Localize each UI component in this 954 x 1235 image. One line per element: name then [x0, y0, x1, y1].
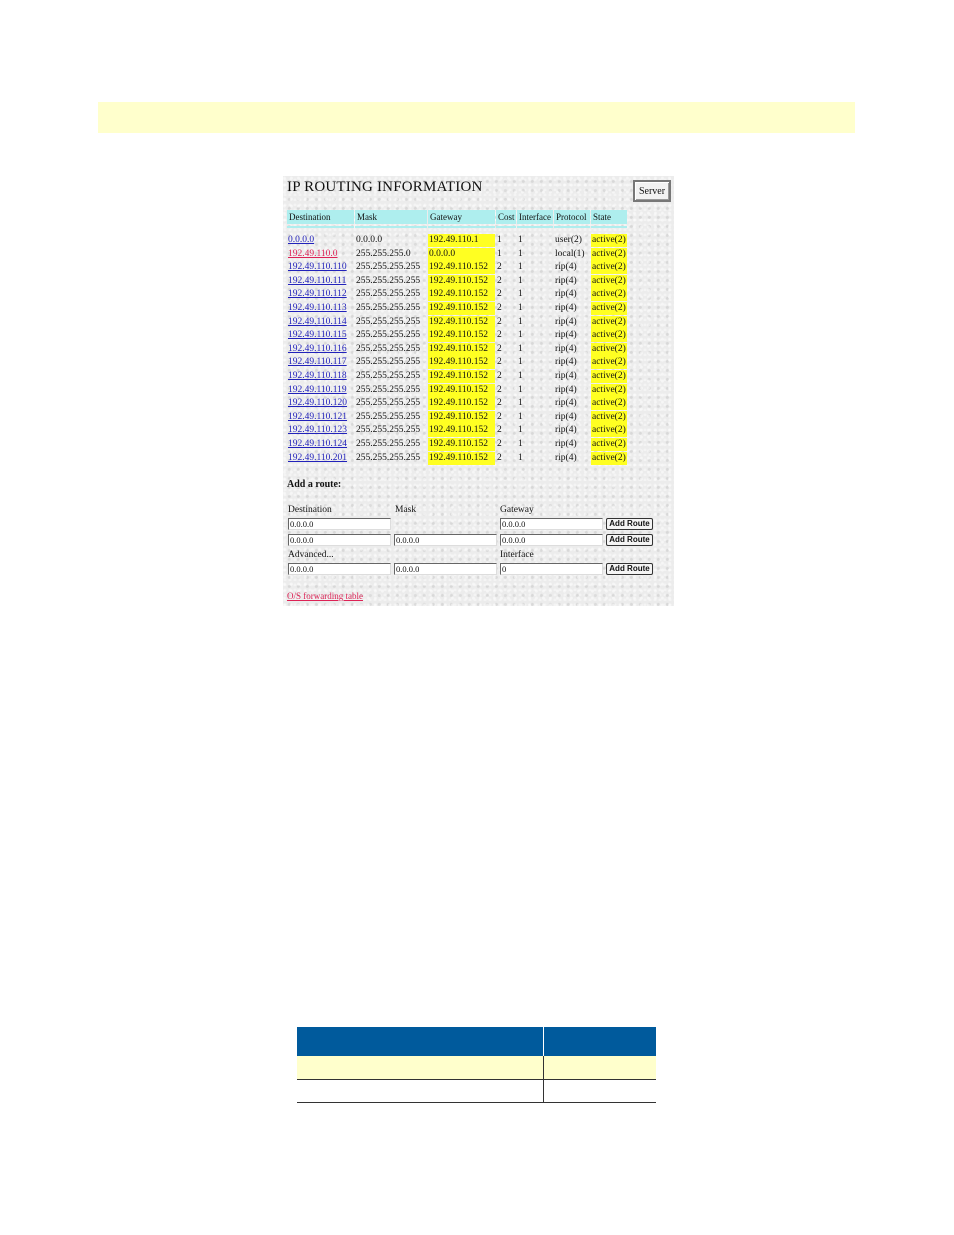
- route-protocol: rip(4): [555, 452, 577, 463]
- route-destination-link[interactable]: 192.49.110.121: [288, 411, 348, 422]
- route-protocol: rip(4): [555, 303, 577, 313]
- gateway-label: Gateway: [500, 505, 534, 515]
- route-interface: 1: [518, 316, 523, 327]
- route-cost: 1: [497, 235, 502, 245]
- route-state: active(2): [592, 303, 626, 313]
- add-route-button-1[interactable]: Add Route: [606, 518, 653, 530]
- route-destination-link[interactable]: 192.49.110.111: [288, 275, 347, 286]
- route-interface: 1: [518, 343, 523, 354]
- route-cost: 2: [497, 371, 502, 381]
- table-cell: [297, 1080, 544, 1102]
- route-protocol: rip(4): [555, 398, 577, 409]
- route-protocol: rip(4): [555, 371, 577, 381]
- route-destination-link[interactable]: 192.49.110.0: [288, 248, 338, 259]
- route-mask: 255.255.255.255: [356, 398, 421, 409]
- route-protocol: rip(4): [555, 343, 577, 354]
- route-mask: 255.255.255.0: [356, 248, 411, 259]
- destination-input-1[interactable]: [288, 518, 391, 530]
- add-route-button-2[interactable]: Add Route: [606, 534, 653, 546]
- route-interface: 1: [518, 384, 523, 395]
- route-protocol: rip(4): [555, 384, 577, 395]
- route-gateway: 192.49.110.152: [428, 397, 495, 410]
- route-cost: 2: [497, 262, 502, 273]
- route-state: active(2): [592, 330, 626, 341]
- gateway-input-1[interactable]: [500, 518, 603, 530]
- route-destination-link[interactable]: 192.49.110.117: [288, 357, 347, 368]
- column-header-cost: Cost: [498, 212, 515, 222]
- column-header-destination: Destination: [287, 210, 354, 224]
- route-cost: 2: [497, 425, 502, 436]
- table-header-cell: [544, 1027, 656, 1056]
- route-interface: 1: [518, 289, 523, 300]
- route-mask: 255.255.255.255: [356, 452, 421, 463]
- route-gateway: 192.49.110.152: [428, 329, 495, 342]
- add-route-heading: Add a route:: [287, 479, 342, 490]
- route-state: active(2): [592, 411, 626, 422]
- route-mask: 255.255.255.255: [356, 275, 421, 286]
- column-header-state: State: [591, 210, 627, 224]
- route-state: active(2): [592, 248, 626, 259]
- route-destination-link[interactable]: 192.49.110.119: [288, 384, 347, 395]
- route-gateway: 192.49.110.152: [428, 316, 495, 329]
- advanced-label: Advanced...: [288, 550, 334, 560]
- route-state: active(2): [592, 398, 626, 409]
- route-gateway: 192.49.110.152: [428, 356, 495, 369]
- mask-input-3[interactable]: [394, 563, 497, 575]
- table-cell: [544, 1080, 656, 1102]
- route-mask: 255.255.255.255: [356, 343, 421, 354]
- route-destination-link[interactable]: 192.49.110.114: [288, 316, 347, 327]
- route-protocol: rip(4): [555, 439, 577, 449]
- route-gateway: 192.49.110.152: [428, 302, 495, 315]
- route-mask: 255.255.255.255: [356, 289, 421, 300]
- route-protocol: rip(4): [555, 289, 577, 300]
- column-header-rule: [287, 226, 354, 228]
- route-mask: 255.255.255.255: [356, 330, 421, 341]
- route-gateway: 192.49.110.152: [428, 452, 495, 465]
- table-cell: [544, 1056, 656, 1079]
- route-interface: 1: [518, 262, 523, 273]
- route-gateway: 192.49.110.1: [428, 234, 495, 247]
- route-interface: 1: [518, 303, 523, 313]
- route-cost: 2: [497, 316, 502, 327]
- route-destination-link[interactable]: 192.49.110.120: [288, 398, 348, 409]
- route-state: active(2): [592, 289, 626, 300]
- route-mask: 255.255.255.255: [356, 425, 421, 436]
- route-mask: 255.255.255.255: [356, 357, 421, 368]
- route-destination-link[interactable]: 0.0.0.0: [288, 235, 315, 245]
- route-cost: 1: [497, 248, 502, 259]
- route-interface: 1: [518, 411, 523, 422]
- route-gateway: 192.49.110.152: [428, 288, 495, 301]
- add-route-button-3[interactable]: Add Route: [606, 563, 653, 575]
- route-mask: 255.255.255.255: [356, 303, 421, 313]
- route-cost: 2: [497, 275, 502, 286]
- route-interface: 1: [518, 235, 523, 245]
- route-mask: 255.255.255.255: [356, 262, 421, 273]
- route-state: active(2): [592, 275, 626, 286]
- route-mask: 0.0.0.0: [356, 235, 383, 245]
- route-mask: 255.255.255.255: [356, 411, 421, 422]
- route-gateway: 192.49.110.152: [428, 384, 495, 397]
- route-interface: 1: [518, 248, 523, 259]
- column-header-rule: [554, 226, 590, 228]
- route-protocol: local(1): [555, 248, 585, 259]
- gateway-input-2[interactable]: [500, 534, 603, 546]
- route-cost: 2: [497, 343, 502, 354]
- server-button[interactable]: Server: [633, 180, 671, 202]
- route-cost: 2: [497, 357, 502, 368]
- route-gateway: 192.49.110.152: [428, 343, 495, 356]
- route-state: active(2): [592, 235, 626, 245]
- route-protocol: rip(4): [555, 330, 577, 341]
- column-header-rule: [496, 226, 516, 228]
- route-protocol: rip(4): [555, 425, 577, 436]
- route-state: active(2): [592, 357, 626, 368]
- route-cost: 2: [497, 330, 502, 341]
- route-state: active(2): [592, 371, 626, 381]
- route-destination-link[interactable]: 192.49.110.124: [288, 439, 348, 449]
- route-state: active(2): [592, 425, 626, 436]
- page-title: IP ROUTING INFORMATION: [287, 179, 483, 195]
- column-header-rule: [355, 226, 427, 228]
- column-header-rule: [428, 226, 495, 228]
- page-banner: [98, 102, 855, 133]
- route-destination-link[interactable]: 192.49.110.112: [288, 289, 347, 300]
- route-state: active(2): [592, 343, 626, 354]
- column-header-mask: Mask: [355, 210, 427, 224]
- route-protocol: rip(4): [555, 357, 577, 368]
- route-interface: 1: [518, 439, 523, 449]
- route-cost: 2: [497, 452, 502, 463]
- route-protocol: rip(4): [555, 411, 577, 422]
- route-destination-link[interactable]: 192.49.110.110: [288, 262, 347, 273]
- route-gateway: 192.49.110.152: [428, 275, 495, 288]
- table-row: [297, 1080, 656, 1103]
- route-interface: 1: [518, 452, 523, 463]
- route-gateway: 192.49.110.152: [428, 411, 495, 424]
- destination-input-3[interactable]: [288, 563, 391, 575]
- route-cost: 2: [497, 411, 502, 422]
- route-protocol: rip(4): [555, 275, 577, 286]
- route-state: active(2): [592, 439, 626, 449]
- route-cost: 2: [497, 289, 502, 300]
- route-interface: 1: [518, 371, 523, 381]
- route-interface: 1: [518, 398, 523, 409]
- table-cell: [297, 1056, 544, 1079]
- route-destination-link[interactable]: 192.49.110.116: [288, 343, 347, 354]
- route-interface: 1: [518, 425, 523, 436]
- os-forwarding-table-link[interactable]: O/S forwarding table: [287, 591, 363, 601]
- table-row: [297, 1056, 656, 1080]
- route-protocol: user(2): [555, 235, 582, 245]
- route-cost: 2: [497, 439, 502, 449]
- route-gateway: 192.49.110.152: [428, 370, 495, 383]
- route-state: active(2): [592, 452, 626, 463]
- route-cost: 2: [497, 303, 502, 313]
- mask-input-2[interactable]: [394, 534, 497, 546]
- route-gateway: 192.49.110.152: [428, 424, 495, 437]
- column-header-gateway: Gateway: [428, 210, 495, 224]
- route-mask: 255.255.255.255: [356, 439, 421, 449]
- interface-label: Interface: [500, 550, 534, 560]
- route-destination-link[interactable]: 192.49.110.115: [288, 330, 347, 341]
- route-destination-link[interactable]: 192.49.110.201: [288, 452, 348, 463]
- route-cost: 2: [497, 398, 502, 409]
- column-header-rule: [517, 226, 553, 228]
- route-gateway: 192.49.110.152: [428, 261, 495, 274]
- route-state: active(2): [592, 262, 626, 273]
- route-mask: 255.255.255.255: [356, 371, 421, 381]
- table-header-cell: [297, 1027, 544, 1056]
- route-mask: 255.255.255.255: [356, 316, 421, 327]
- route-cost: 2: [497, 384, 502, 395]
- destination-input-2[interactable]: [288, 534, 391, 546]
- route-gateway: 0.0.0.0: [428, 248, 495, 261]
- route-destination-link[interactable]: 192.49.110.123: [288, 425, 348, 436]
- destination-label: Destination: [288, 505, 332, 515]
- route-interface: 1: [518, 275, 523, 286]
- route-gateway: 192.49.110.152: [428, 438, 495, 451]
- route-state: active(2): [592, 316, 626, 327]
- route-mask: 255.255.255.255: [356, 384, 421, 395]
- route-interface: 1: [518, 357, 523, 368]
- column-header-rule: [591, 226, 627, 228]
- route-state: active(2): [592, 384, 626, 395]
- routing-screenshot: [283, 176, 674, 606]
- interface-input-3[interactable]: [500, 563, 603, 575]
- route-interface: 1: [518, 330, 523, 341]
- route-protocol: rip(4): [555, 262, 577, 273]
- route-destination-link[interactable]: 192.49.110.113: [288, 303, 347, 313]
- column-header-protocol: Protocol: [554, 210, 590, 224]
- mask-label: Mask: [395, 505, 417, 515]
- table-header-row: [297, 1027, 656, 1056]
- column-header-interface: Interface: [517, 210, 553, 224]
- route-protocol: rip(4): [555, 316, 577, 327]
- route-destination-link[interactable]: 192.49.110.118: [288, 371, 347, 381]
